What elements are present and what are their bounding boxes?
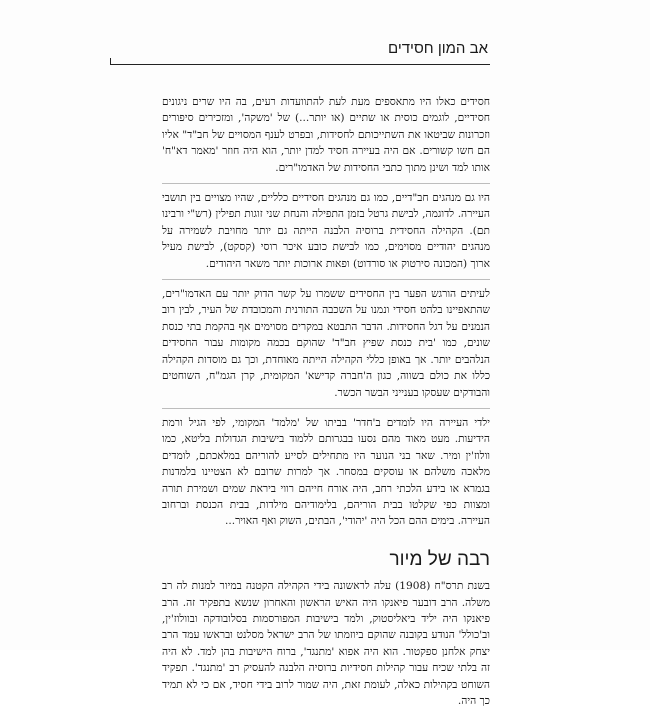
paragraph-divider [162, 279, 490, 280]
header-rule [110, 64, 490, 65]
paragraph-gatherings: חסידים כאלו היו מתאספים מעת לעת להתוועדות רעים, בה היו שרים ניגונים חסידיים, לוגמים כוסית או שתיים (או יותר...) של 'משקה', ומזכירים סיפורים וזכרונות שביטאו את השתייכותם לחסידות, ובפרט לענף המסויים של חב"ד" אליו הם חשו קשורים. אם היה בעיירה חסיד למדן יותר, הוא היה חוזר 'מאמר דא"ח' אותו למד ושינן מתוך כתבי החסידות של האדמו"רים. [162, 96, 490, 174]
paragraph-rabbi: בשנת תרס"ח (1908) עלה לראשונה בידי הקהילה הקטנה במיור למנות לה רב משלה. הרב דובער פיאנקו היה האיש הראשון והאחרון שנשא בתפקיד זה. הרב פיאנקו היה יליד ביאליסטוק, ולמד בישיבות המפורסמות בסלובודקה ובוולוז'ין, וב'כולל' הנודע בקובנה שהוקם ביוזמתו של הרב ישראל מסלנט ובראשו עמד הרב יצחק אלחנן ספקטור. הוא היה אפוא 'מתנגד', ברוח הישיבות בהן למד. לא היה זה בלתי שכיח עבור קהילות חסידיות ברוסיה הלבנה להעסיק רב 'מתנגד'. תפקיד השוחט בקהילות כאלה, לעומת זאת, היה שמור לרוב בידי חסיד, אם כי לא תמיד כך היה. [162, 580, 490, 707]
paragraph-customs: היו גם מנהגים חב"דיים, כמו גם מנהגים חסידיים כלליים, שהיו מצויים בין תושבי העיירה. לדוגמה, לבישת גרטל בזמן התפילה והנחת שני זוגות תפילין (רש"י ורבינו תם). הקהילה החסידית ברוסיה הלבנה הייתה גם יותר מחויבת לשמירה על מנהגים יהודיים מסוימים, כמו לבישת כובע איכר רוסי (קסקט), לבישת מעיל ארוך (המכונה סירטוק או סורדוט) ופאות ארוכות יותר משאר היהודים. [162, 192, 490, 270]
paragraph-education: ילדי העיירה היו לומדים ב'חדר' בביתו של 'מלמד' המקומי, לפי הגיל ורמת הידיעות. מעט מאוד מהם נסעו בבגרותם ללמוד בישיבות הגדולות בליטא, כמו וולוז'ין ומיר. שאר בני הנוער היו מתחילים לסייע להוריהם במלאכתם, לומדים מלאכה משלהם או עוסקים במסחר. אך למרות שרובם לא הצטיינו בלמדנות בגמרא או בידע הלכתי רחב, היה אורח חייהם רווי ביראת שמים ושמירת תורה ומצוות כפי שקלטו בבית הוריהם, בלימודיהם מילדות, בבית הכנסת וברחוב העיירה. בימים ההם הכל היה 'יהודי', הבתים, השוק ואף האויר... [162, 416, 490, 528]
running-head: אב המון חסידים [387, 40, 488, 57]
paragraph-divider [162, 183, 490, 184]
body-text [162, 94, 490, 716]
paragraph-divider [162, 408, 490, 409]
paragraph-community: לעיתים הורגש הפער בין החסידים ששמרו על קשר הדוק יותר עם האדמו"רים, שהתאפיינו בלהט חסידי ונמנו על השכבה התורנית והמכובדת של העיר, לבין רוב הנמנים על דגל החסידות. הדבר התבטא במקרים מסוימים אף בהקמת בתי כנסת שונים, כמו 'בית כנסת שפיץ חב"ד' שהוקם בכמה מקומות עבור החסידים הנלהבים יותר. אך באופן כללי הקהילה הייתה מאוחדת, וכך גם מוסדות הקהילה כללו את כולם בשווה, כגון ה'חברה קדישא' המקומית, קרן הגמ"ח, השוחטים והבודקים שעסקו בענייני הבשר הכשר. [162, 288, 490, 399]
section-title: רבה של מיור [389, 548, 490, 570]
